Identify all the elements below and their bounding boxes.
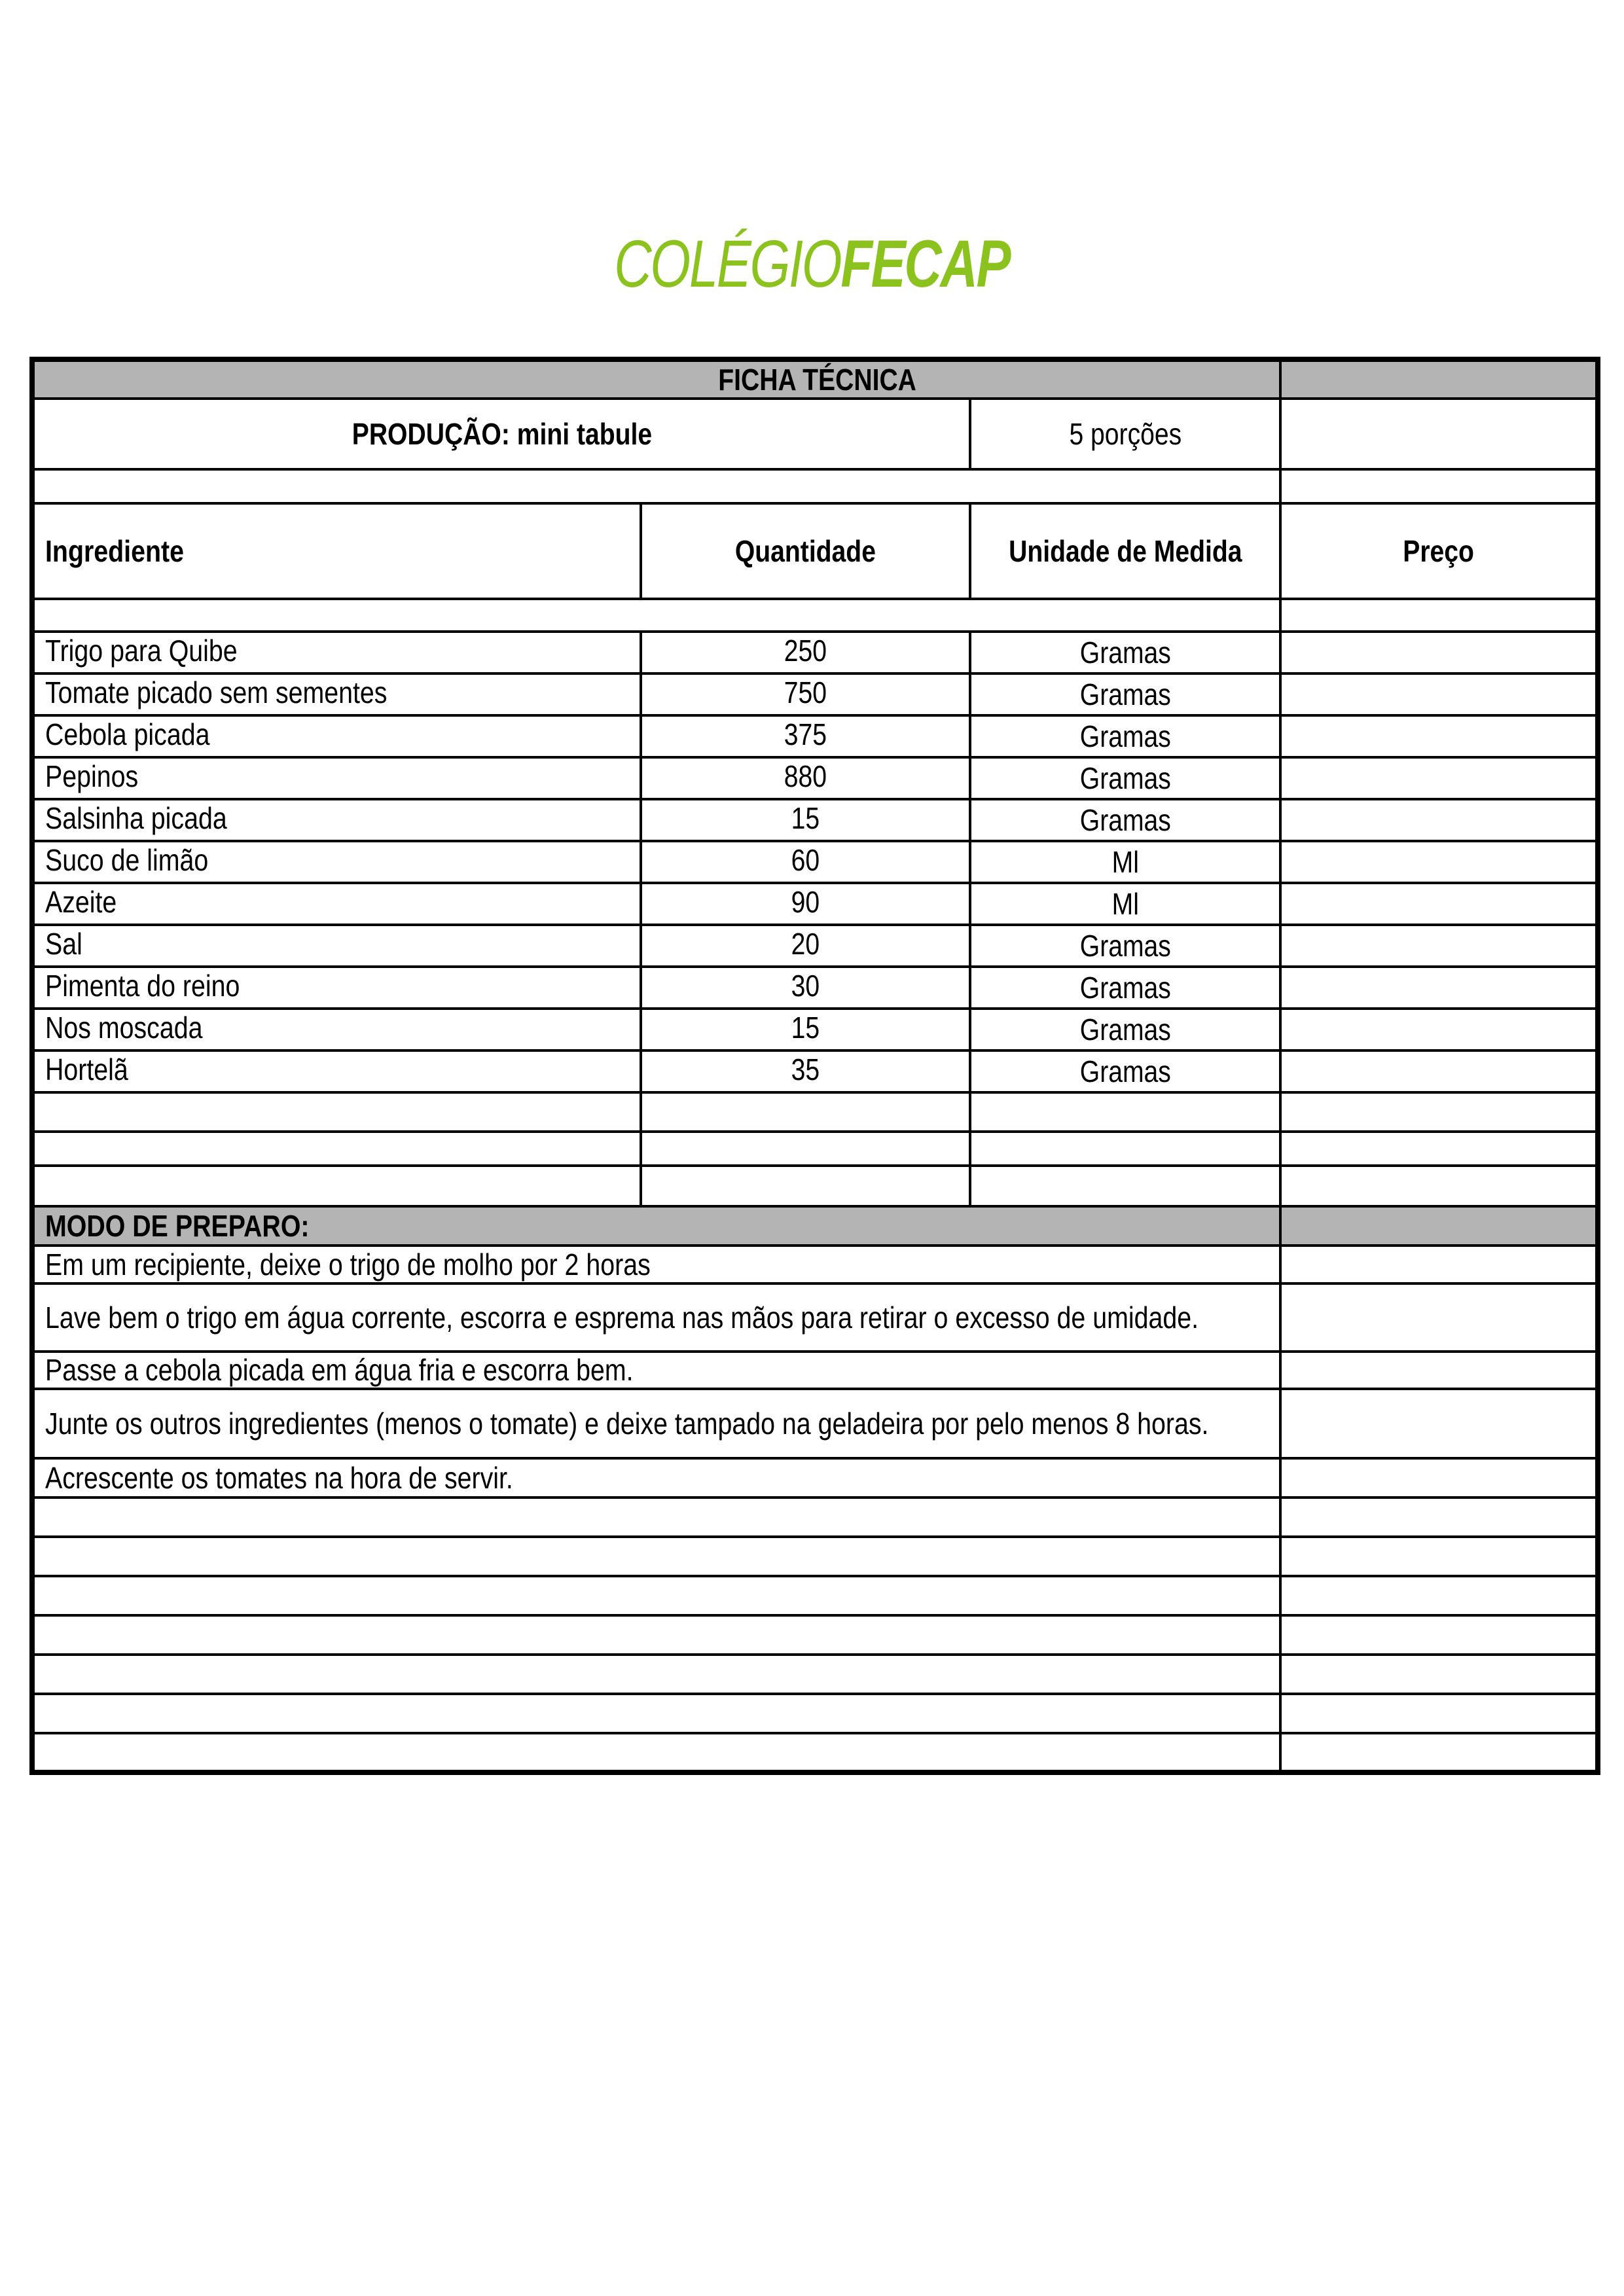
ingredient-unit: Gramas xyxy=(1079,719,1171,753)
ficha-tecnica-table xyxy=(29,357,1600,1775)
preparation-step-cell xyxy=(32,1389,1280,1458)
empty-cell xyxy=(1280,1615,1598,1655)
ingredient-row xyxy=(32,757,1598,799)
empty-cell xyxy=(1280,1733,1598,1772)
empty-cell xyxy=(32,1576,1280,1615)
ingredient-name-cell xyxy=(32,673,641,715)
ingredient-name-cell xyxy=(32,799,641,841)
empty-preparation-row xyxy=(32,1576,1598,1615)
empty-ingredient-row xyxy=(32,1132,1598,1166)
empty-cell xyxy=(1280,1352,1598,1389)
ingredient-name-cell xyxy=(32,632,641,673)
ingredient-unit: Gramas xyxy=(1079,971,1171,1005)
price-cell xyxy=(1280,1009,1598,1050)
ingredient-name: Trigo para Quibe xyxy=(45,634,238,668)
price-cell xyxy=(1280,799,1598,841)
ingredient-unit-cell xyxy=(970,1050,1280,1092)
ingredient-name: Pimenta do reino xyxy=(45,969,240,1003)
empty-cell xyxy=(32,1537,1280,1576)
ingredient-quantity-cell xyxy=(641,632,970,673)
price-cell xyxy=(1280,883,1598,925)
empty-ingredient-row xyxy=(32,1092,1598,1132)
ingredient-row xyxy=(32,841,1598,883)
ingredient-row xyxy=(32,799,1598,841)
empty-cell xyxy=(1280,1458,1598,1498)
preparation-title: MODO DE PREPARO: xyxy=(45,1209,310,1243)
price-cell xyxy=(1280,1050,1598,1092)
empty-cell xyxy=(1280,1283,1598,1352)
ingredient-quantity-cell xyxy=(641,1050,970,1092)
ingredient-name: Tomate picado sem sementes xyxy=(45,675,388,709)
ingredient-quantity: 15 xyxy=(791,1011,820,1045)
empty-cell xyxy=(641,1166,970,1206)
empty-preparation-row xyxy=(32,1733,1598,1772)
ingredient-quantity: 60 xyxy=(791,843,820,877)
ingredient-quantity-cell xyxy=(641,715,970,757)
ingredient-name: Sal xyxy=(45,927,82,961)
empty-cell xyxy=(32,1498,1280,1537)
ingredient-quantity-cell xyxy=(641,799,970,841)
ingredient-name-cell xyxy=(32,841,641,883)
ingredient-quantity-cell xyxy=(641,673,970,715)
price-cell xyxy=(1280,715,1598,757)
empty-cell xyxy=(970,1132,1280,1166)
ingredient-row xyxy=(32,1009,1598,1050)
empty-cell xyxy=(1280,1389,1598,1458)
empty-cell xyxy=(32,1615,1280,1655)
column-header-row xyxy=(32,503,1598,599)
ingredient-unit: Gramas xyxy=(1079,929,1171,963)
preparation-step-row xyxy=(32,1458,1598,1498)
production-row xyxy=(32,399,1598,469)
empty-preparation-row xyxy=(32,1498,1598,1537)
empty-cell xyxy=(1280,1246,1598,1283)
empty-preparation-row xyxy=(32,1694,1598,1733)
logo-fecap: FECAP xyxy=(840,226,1010,301)
ingredient-unit: Gramas xyxy=(1079,761,1171,795)
preparation-step: Acrescente os tomates na hora de servir. xyxy=(45,1460,513,1495)
ingredient-quantity-cell xyxy=(641,841,970,883)
ingredient-row xyxy=(32,967,1598,1009)
ingredient-unit: Gramas xyxy=(1079,636,1171,670)
ingredient-quantity: 20 xyxy=(791,927,820,961)
ingredient-name-cell xyxy=(32,1050,641,1092)
logo-text xyxy=(614,228,1009,300)
empty-preparation-row xyxy=(32,1655,1598,1694)
empty-cell xyxy=(32,1694,1280,1733)
preparation-step-row xyxy=(32,1389,1598,1458)
empty-preparation-row xyxy=(32,1537,1598,1576)
ingredient-name: Nos moscada xyxy=(45,1011,203,1045)
ingredient-unit: Ml xyxy=(1111,887,1139,921)
portions-value: 5 porções xyxy=(1069,417,1182,451)
column-header-ingredient: Ingrediente xyxy=(32,503,641,599)
ingredient-unit-cell xyxy=(970,925,1280,967)
ingredient-unit: Gramas xyxy=(1079,677,1171,711)
empty-cell xyxy=(1280,399,1598,469)
ingredient-row xyxy=(32,673,1598,715)
empty-cell xyxy=(32,469,1280,503)
ingredient-quantity: 15 xyxy=(791,801,820,835)
preparation-step-cell xyxy=(32,1352,1280,1389)
ingredient-quantity: 375 xyxy=(784,717,827,751)
empty-cell xyxy=(32,1733,1280,1772)
empty-cell xyxy=(32,1132,641,1166)
spacer-row xyxy=(32,469,1598,503)
ingredient-row xyxy=(32,883,1598,925)
column-header-price: Preço xyxy=(1280,503,1598,599)
empty-cell xyxy=(641,1132,970,1166)
ingredient-row xyxy=(32,715,1598,757)
ingredient-quantity: 35 xyxy=(791,1052,820,1086)
ingredient-name-cell xyxy=(32,967,641,1009)
ingredient-name: Azeite xyxy=(45,885,117,919)
ingredient-quantity: 750 xyxy=(784,675,827,709)
empty-cell xyxy=(1280,469,1598,503)
production-cell xyxy=(32,399,970,469)
preparation-step-cell xyxy=(32,1283,1280,1352)
empty-preparation-row xyxy=(32,1615,1598,1655)
ingredient-unit-cell xyxy=(970,841,1280,883)
ingredient-row xyxy=(32,1050,1598,1092)
ingredient-name-cell xyxy=(32,1009,641,1050)
preparation-step-cell xyxy=(32,1246,1280,1283)
empty-cell xyxy=(1280,1576,1598,1615)
price-cell xyxy=(1280,925,1598,967)
price-cell xyxy=(1280,841,1598,883)
ingredient-unit-cell xyxy=(970,1009,1280,1050)
column-header-unit: Unidade de Medida xyxy=(970,503,1280,599)
ingredient-quantity-cell xyxy=(641,1009,970,1050)
portions-cell xyxy=(970,399,1280,469)
price-cell xyxy=(1280,757,1598,799)
preparation-step: Junte os outros ingredientes (menos o tomate) e deixe tampado na geladeira por pelo menos 8 horas. xyxy=(45,1406,1209,1441)
empty-cell xyxy=(1280,1655,1598,1694)
ingredient-name-cell xyxy=(32,757,641,799)
empty-cell xyxy=(1280,1132,1598,1166)
ingredient-name: Suco de limão xyxy=(45,843,209,877)
colegio-fecap-logo xyxy=(0,228,1624,300)
ingredient-name: Pepinos xyxy=(45,759,139,793)
empty-cell xyxy=(1280,1694,1598,1733)
ingredient-name: Hortelã xyxy=(45,1052,128,1086)
preparation-header-row xyxy=(32,1206,1598,1246)
preparation-step-cell xyxy=(32,1458,1280,1498)
ingredient-unit-cell xyxy=(970,757,1280,799)
ingredient-name: Cebola picada xyxy=(45,717,210,751)
logo-colegio: COLÉGIO xyxy=(614,226,841,301)
ingredient-unit: Gramas xyxy=(1079,1054,1171,1088)
ingredient-name: Salsinha picada xyxy=(45,801,227,835)
empty-cell xyxy=(1280,1498,1598,1537)
empty-cell xyxy=(1280,1166,1598,1206)
preparation-step: Lave bem o trigo em água corrente, escorra e esprema nas mãos para retirar o excesso de umidade. xyxy=(45,1300,1199,1335)
empty-cell xyxy=(970,1166,1280,1206)
ingredient-quantity-cell xyxy=(641,925,970,967)
preparation-step: Em um recipiente, deixe o trigo de molho por 2 horas xyxy=(45,1247,651,1282)
ingredient-unit-cell xyxy=(970,715,1280,757)
title-row xyxy=(32,359,1598,399)
ingredient-name-cell xyxy=(32,925,641,967)
empty-cell xyxy=(32,1092,641,1132)
ingredient-unit-cell xyxy=(970,673,1280,715)
column-header-quantity: Quantidade xyxy=(641,503,970,599)
spacer-row xyxy=(32,599,1598,632)
price-cell xyxy=(1280,632,1598,673)
ingredient-unit: Ml xyxy=(1111,845,1139,879)
ingredient-unit-cell xyxy=(970,799,1280,841)
empty-cell xyxy=(970,1092,1280,1132)
price-cell xyxy=(1280,673,1598,715)
empty-cell xyxy=(1280,1206,1598,1246)
ingredient-row xyxy=(32,925,1598,967)
ingredient-row xyxy=(32,632,1598,673)
ingredient-unit-cell xyxy=(970,632,1280,673)
ingredient-quantity: 30 xyxy=(791,969,820,1003)
production-label: PRODUÇÃO: mini tabule xyxy=(352,417,652,451)
empty-cell xyxy=(1280,1092,1598,1132)
empty-cell xyxy=(32,1166,641,1206)
ficha-title: FICHA TÉCNICA xyxy=(718,363,916,397)
empty-ingredient-row xyxy=(32,1166,1598,1206)
empty-cell xyxy=(1280,599,1598,632)
ingredient-unit: Gramas xyxy=(1079,803,1171,837)
ingredient-name-cell xyxy=(32,883,641,925)
empty-cell xyxy=(1280,1537,1598,1576)
ingredient-quantity: 880 xyxy=(784,759,827,793)
ingredient-quantity-cell xyxy=(641,967,970,1009)
ingredient-unit-cell xyxy=(970,883,1280,925)
ingredient-quantity: 250 xyxy=(784,634,827,668)
empty-cell xyxy=(641,1092,970,1132)
price-cell xyxy=(1280,967,1598,1009)
ingredient-unit: Gramas xyxy=(1079,1013,1171,1047)
preparation-step-row xyxy=(32,1246,1598,1283)
preparation-step: Passe a cebola picada em água fria e escorra bem. xyxy=(45,1353,634,1387)
ingredient-quantity: 90 xyxy=(791,885,820,919)
preparation-step-row xyxy=(32,1283,1598,1352)
ficha-title-cell xyxy=(32,359,1280,399)
ingredient-unit-cell xyxy=(970,967,1280,1009)
preparation-step-row xyxy=(32,1352,1598,1389)
preparation-title-cell xyxy=(32,1206,1280,1246)
ingredient-quantity-cell xyxy=(641,883,970,925)
empty-cell xyxy=(32,599,1280,632)
ingredient-name-cell xyxy=(32,715,641,757)
ingredient-quantity-cell xyxy=(641,757,970,799)
empty-cell xyxy=(32,1655,1280,1694)
